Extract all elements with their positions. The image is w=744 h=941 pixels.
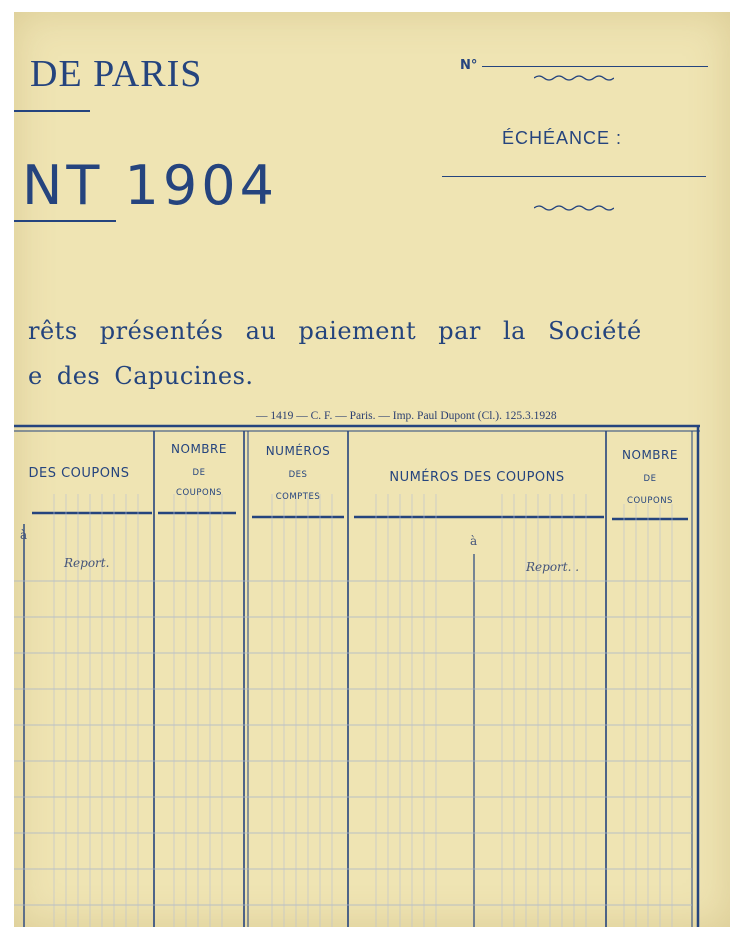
echeance-label: ÉCHÉANCE : <box>502 128 623 148</box>
col-header-des-coupons: DES COUPONS <box>28 466 130 481</box>
col-header-numeros-comptes-mid: DES <box>288 470 308 480</box>
col-header-nombre-2-bottom: COUPONS <box>627 496 673 506</box>
col-header-nombre-2-mid: DE <box>643 474 657 484</box>
body-text-line-2: e des Capucines. <box>28 362 254 390</box>
printer-imprint: — 1419 — C. F. — Paris. — Imp. Paul Dupont (Cl.). 125.3.1928 <box>256 410 557 422</box>
col-header-numeros-comptes-bottom: COMPTES <box>275 492 321 502</box>
col-header-numeros-des-coupons: NUMÉROS DES COUPONS <box>389 470 565 485</box>
title-rule-1 <box>14 110 90 112</box>
report-label-right: Report. . <box>526 560 580 574</box>
col-header-nombre-1-mid: DE <box>192 468 206 478</box>
number-label: N° <box>460 58 478 73</box>
coupon-table <box>14 424 730 927</box>
col-header-numeros-comptes-top: NUMÉROS <box>265 444 331 458</box>
number-field-line[interactable] <box>482 66 708 67</box>
body-text-line-1: rêts présentés au paiement par la Société <box>28 317 642 345</box>
echeance-field-line[interactable] <box>442 176 706 177</box>
range-mark-right: à <box>470 534 478 548</box>
col-header-nombre-1-bottom: COUPONS <box>176 488 222 498</box>
wave-ornament-2 <box>534 204 614 212</box>
col-header-nombre-2-top: NOMBRE <box>622 448 678 462</box>
col-header-nombre-1-top: NOMBRE <box>171 442 227 456</box>
title-rule-2 <box>14 220 116 222</box>
title-line-2: NT 1904 <box>22 154 278 217</box>
wave-ornament-1 <box>534 74 614 82</box>
title-line-1: DE PARIS <box>30 53 203 95</box>
form-sheet <box>14 12 730 927</box>
report-label-left: Report. <box>64 556 110 570</box>
range-mark-left: à <box>20 528 28 542</box>
